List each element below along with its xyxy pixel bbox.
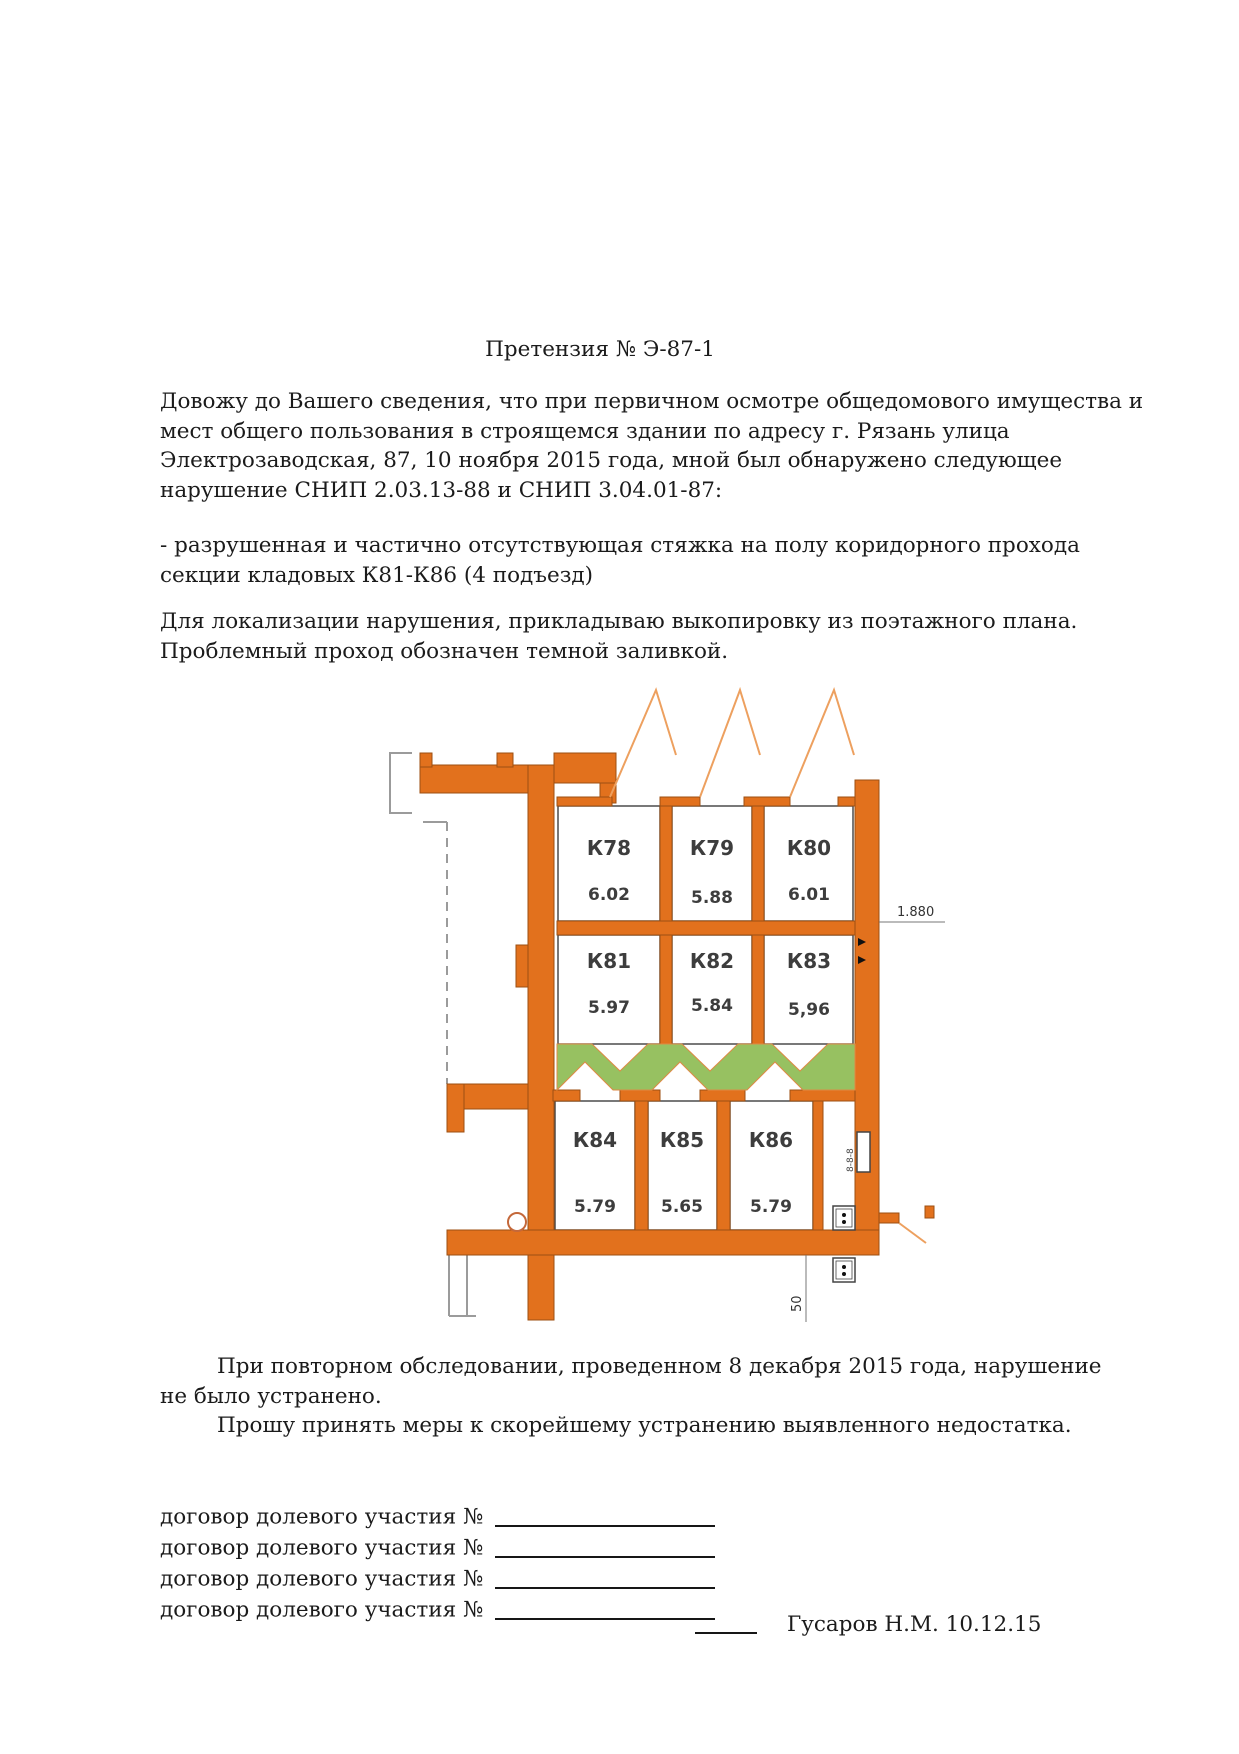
column-symbol	[508, 1213, 526, 1231]
room-label: К86	[748, 1128, 794, 1152]
paragraph-defect	[160, 531, 1080, 590]
paragraph-line: При повторном обследовании, проведенном 8 декабря 2015 года, нарушение	[217, 1354, 1102, 1379]
room-label: К78	[586, 836, 632, 860]
paragraph-line: - разрушенная и частично отсутствующая стяжка на полу коридорного прохода	[160, 533, 1080, 558]
paragraph-line: Электрозаводская, 87, 10 ноября 2015 года, мной был обнаружено следующее	[160, 448, 1063, 473]
paragraph-line: секции кладовых К81-К86 (4 подъезд)	[160, 562, 594, 588]
room-label: К79	[689, 836, 735, 860]
floor-plan	[345, 675, 945, 1335]
room-label: К80	[786, 836, 832, 860]
contract-line	[160, 1500, 715, 1530]
room-label: К84	[572, 1128, 618, 1152]
highlighted-corridor	[557, 1044, 855, 1090]
paragraph-line: Прошу принять меры к скорейшему устранению выявленного недостатка.	[217, 1413, 1072, 1438]
shaft-box	[833, 1258, 855, 1282]
paragraph-line: нарушение СНИП 2.03.13-88 и СНИП 3.04.01-87:	[160, 477, 723, 503]
paragraph-followup	[160, 1352, 1102, 1441]
paragraph-line: Довожу до Вашего сведения, что при первичном осмотре общедомового имущества и	[160, 389, 1144, 414]
contract-label: договор долевого участия №	[160, 1566, 484, 1592]
signature-name: Гусаров Н.М. 10.12.15	[787, 1612, 1042, 1637]
wall-niche	[857, 1132, 870, 1172]
room-area: 5.97	[588, 998, 630, 1018]
room-label: К83	[786, 949, 832, 973]
wall-marker-label: 8-8-8	[846, 1148, 856, 1172]
paragraph-plan-intro	[160, 607, 1077, 666]
room-area: 5.88	[691, 888, 733, 908]
signature-blank	[695, 1616, 757, 1634]
main-right-wall	[855, 780, 879, 1255]
contract-line	[160, 1531, 715, 1561]
dimension-right: 1.880	[897, 905, 935, 920]
contract-label: договор долевого участия №	[160, 1597, 484, 1623]
paragraph-line: мест общего пользования в строящемся здании по адресу г. Рязань улица	[160, 418, 1010, 444]
room-label: К85	[659, 1128, 705, 1152]
room-area: 6.02	[588, 885, 630, 905]
shaft-box	[833, 1206, 855, 1230]
contract-number-blank	[495, 1503, 715, 1527]
page-title: Претензия № Э-87-1	[485, 337, 715, 362]
room-area: 5.84	[691, 996, 733, 1016]
contract-label: договор долевого участия №	[160, 1504, 484, 1530]
dimension-bottom: 50	[790, 1295, 805, 1312]
paragraph-line: Для локализации нарушения, прикладываю выкопировку из поэтажного плана.	[160, 609, 1078, 634]
paragraph-intro	[160, 387, 1143, 505]
bottom-wall	[447, 1230, 879, 1255]
room-label: К81	[586, 949, 632, 973]
contract-number-blank	[495, 1565, 715, 1589]
signature-row	[695, 1612, 1041, 1637]
room-area: 6.01	[788, 885, 830, 905]
contract-number-blank	[495, 1596, 715, 1620]
contract-line	[160, 1562, 715, 1592]
contract-label: договор долевого участия №	[160, 1535, 484, 1561]
room-area: 5.79	[750, 1197, 792, 1217]
room-label: К82	[689, 949, 735, 973]
room-area: 5,96	[788, 1000, 830, 1020]
contract-number-blank	[495, 1534, 715, 1558]
paragraph-line: Проблемный проход обозначен темной заливкой.	[160, 638, 729, 664]
room-area: 5.65	[661, 1197, 703, 1217]
paragraph-line: не было устранено.	[160, 1383, 382, 1409]
contract-line	[160, 1593, 715, 1623]
room-area: 5.79	[574, 1197, 616, 1217]
